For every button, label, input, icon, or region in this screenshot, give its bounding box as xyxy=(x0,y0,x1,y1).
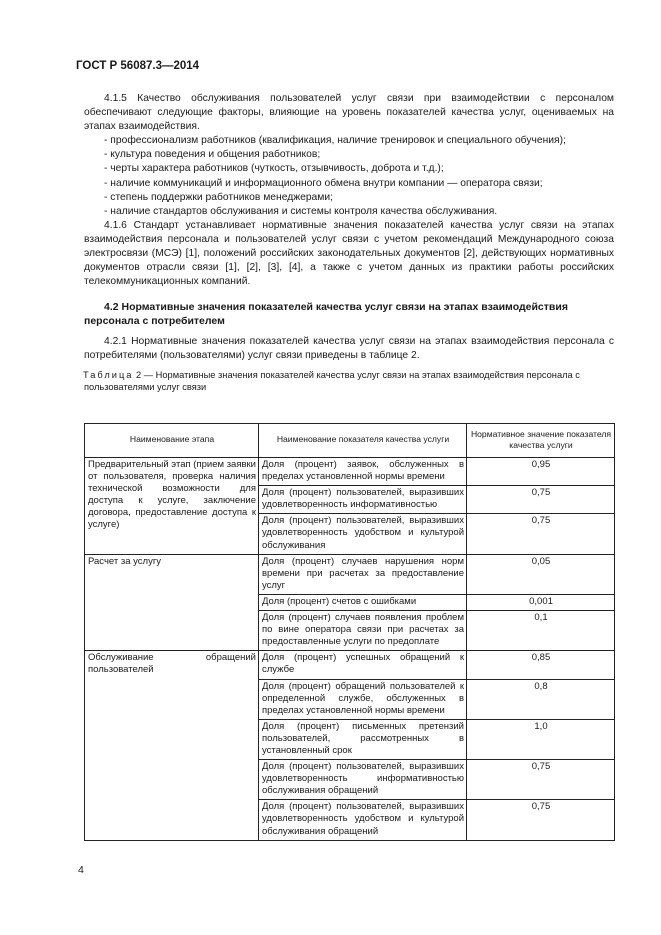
indicator-cell: Доля (процент) пользователей, выразивших удовлетворенность информативностью обслуживания обращений xyxy=(259,760,467,800)
factor-item: - черты характера работников (чуткость, отзывчивость, доброта и т.д.); xyxy=(104,163,444,175)
header-stage: Наименование этапа xyxy=(85,424,259,458)
table-header-row xyxy=(85,424,615,458)
page-number: 4 xyxy=(78,864,84,876)
value-cell: 0,75 xyxy=(467,760,615,800)
value-cell: 0,75 xyxy=(467,486,615,514)
indicator-cell: Доля (процент) пользователей, выразивших удовлетворенность удобством и культурой обслуживания обращений xyxy=(259,800,467,840)
value-cell: 0,1 xyxy=(467,611,615,651)
header-norm-value: Нормативное значение показателя качества услуги xyxy=(467,424,615,458)
paragraph-4-1-6: 4.1.6 Стандарт устанавливает нормативные значения показателей качества услуг связи на этапах взаимодействия персонала и пользователей услуг связи с учетом рекомендаций Международного союза электросвязи (МСЭ) [1], положений российских законодательных документов [2], действующих нормативных документов отрасли связи [1], [2], [3], [4], а также с учетом данных из практики работы российских телекоммуникационных компаний. xyxy=(84,219,614,288)
value-cell: 0,001 xyxy=(467,594,615,610)
value-cell: 0,85 xyxy=(467,651,615,679)
stage-cell: Обслуживание обращений пользователей xyxy=(85,651,259,840)
value-cell: 0,95 xyxy=(467,458,615,486)
factor-list xyxy=(84,134,614,219)
value-cell: 0,75 xyxy=(467,514,615,554)
stage-cell: Расчет за услугу xyxy=(85,554,259,651)
indicator-cell: Доля (процент) случаев нарушения норм времени при расчетах за предоставление услуг xyxy=(259,554,467,594)
indicator-cell: Доля (процент) заявок, обслуженных в пределах установленной нормы времени xyxy=(259,458,467,486)
main-text xyxy=(84,92,614,402)
value-cell: 0,8 xyxy=(467,679,615,719)
indicator-cell: Доля (процент) успешных обращений к службе xyxy=(259,651,467,679)
table-row xyxy=(85,651,615,679)
factor-item: - профессионализм работников (квалификация, наличие тренировок и специального обучения); xyxy=(104,135,566,147)
paragraph-4-1-5: 4.1.5 Качество обслуживания пользователей услуг связи при взаимодействии с персоналом обеспечивают следующие факторы, влияющие на уровень показателей качества услуг, оцениваемых на этапах взаимодействия. xyxy=(84,93,614,133)
section-title-4-2: 4.2 Нормативные значения показателей качества услуг связи на этапах взаимодействия персонала с потребителем xyxy=(84,301,568,328)
value-cell: 1,0 xyxy=(467,719,615,759)
indicator-cell: Доля (процент) случаев появления проблем по вине оператора связи при расчетах за предоставленные услуги по предоплате xyxy=(259,611,467,651)
paragraph-4-2-1: 4.2.1 Нормативные значения показателей качества услуг связи на этапах взаимодействия персонала с потребителями (пользователями) услуг связи приведены в таблице 2. xyxy=(84,336,614,362)
factor-item: - культура поведения и общения работников; xyxy=(104,149,321,161)
indicator-cell: Доля (процент) счетов с ошибками xyxy=(259,594,467,610)
document-header-code: ГОСТ Р 56087.3—2014 xyxy=(76,60,200,72)
indicator-cell: Доля (процент) пользователей, выразивших удовлетворенность информативностью xyxy=(259,486,467,514)
table-caption-label: Таблица xyxy=(83,369,134,380)
table-caption xyxy=(84,369,614,394)
stage-cell: Предварительный этап (прием заявки от пользователя, проверка наличия технической возможности для доступа к услуге, заключение договора, предоставление доступа к услуге) xyxy=(85,458,259,555)
value-cell: 0,05 xyxy=(467,554,615,594)
table-caption-text: 2 — Нормативные значения показателей качества услуг связи на этапах взаимодействия персонала с пользователями услуг связи xyxy=(84,369,580,392)
indicator-cell: Доля (процент) пользователей, выразивших удовлетворенность удобством и культурой обслуживания xyxy=(259,514,467,554)
quality-norms-table xyxy=(84,423,615,841)
indicator-cell: Доля (процент) обращений пользователей к определенной службе, обслуженных в пределах установленной нормы времени xyxy=(259,679,467,719)
factor-item: - наличие стандартов обслуживания и системы контроля качества обслуживания. xyxy=(104,205,498,217)
factor-item: - степень поддержки работников менеджерами; xyxy=(104,191,333,203)
table-row xyxy=(85,458,615,486)
table-row xyxy=(85,554,615,594)
indicator-cell: Доля (процент) письменных претензий пользователей, рассмотренных в установленный срок xyxy=(259,719,467,759)
header-indicator: Наименование показателя качества услуги xyxy=(259,424,467,458)
factor-item: - наличие коммуникаций и информационного обмена внутри компании — оператора связи; xyxy=(104,177,543,189)
value-cell: 0,75 xyxy=(467,800,615,840)
